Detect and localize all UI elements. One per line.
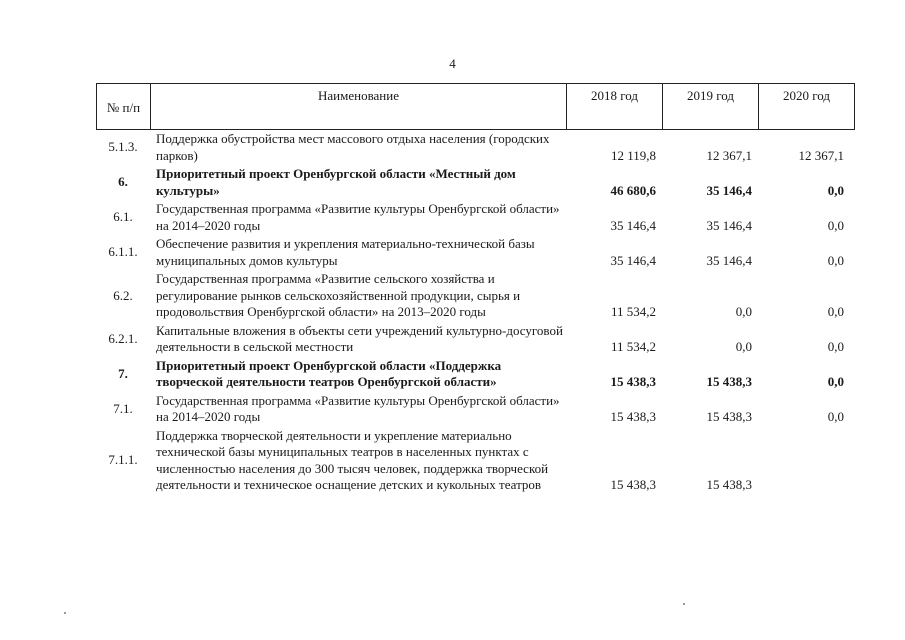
value-2019: 0,0 bbox=[735, 339, 752, 354]
budget-table bbox=[96, 129, 854, 494]
value-2020: 0,0 bbox=[827, 339, 844, 354]
scan-speck bbox=[64, 612, 66, 614]
value-2018: 35 146,4 bbox=[610, 217, 656, 233]
value-2020: 0,0 bbox=[827, 217, 844, 233]
row-number: 7. bbox=[118, 365, 128, 381]
value-2020: 0,0 bbox=[827, 304, 844, 319]
value-2018: 11 534,2 bbox=[610, 339, 656, 354]
value-2018: 12 119,8 bbox=[610, 147, 656, 163]
table-body bbox=[96, 129, 854, 494]
row-number: 7.1. bbox=[113, 400, 133, 416]
value-2018: 15 438,3 bbox=[610, 409, 656, 424]
table-row bbox=[96, 321, 854, 356]
row-name: Приоритетный проект Оренбургской области «Поддержка творческой деятельности театров Оренбургской области» bbox=[156, 357, 502, 389]
value-2019: 15 438,3 bbox=[706, 477, 752, 492]
table-row bbox=[96, 129, 854, 164]
table-row bbox=[96, 269, 854, 321]
value-2020: 0,0 bbox=[827, 409, 844, 424]
value-2019: 12 367,1 bbox=[706, 147, 752, 163]
value-2018: 46 680,6 bbox=[610, 182, 656, 198]
table-row bbox=[96, 234, 854, 269]
header-2018: 2018 год bbox=[567, 84, 663, 130]
value-2018: 15 438,3 bbox=[610, 477, 656, 492]
row-number: 6. bbox=[118, 174, 128, 190]
table-row bbox=[96, 199, 854, 234]
value-2018: 11 534,2 bbox=[610, 304, 656, 319]
row-name: Государственная программа «Развитие сельского хозяйства и регулирование рынков сельскохозяйственной продукции, сырья и продовольствия Оренбургской области» на 2013–2020 годы bbox=[156, 271, 521, 319]
row-name: Поддержка творческой деятельности и укрепление материально технической базы муниципальных театров в населенных пунктах с численностью населения до 300 тысяч человек, поддержка творческой деятельности и техническое оснащение детских и кукольных театров bbox=[156, 427, 549, 492]
header-2019: 2019 год bbox=[663, 84, 759, 130]
row-number: 6.2.1. bbox=[108, 330, 138, 346]
header-num: № п/п bbox=[97, 84, 151, 130]
row-name: Капитальные вложения в объекты сети учреждений культурно-досуговой деятельности в сельской местности bbox=[156, 322, 563, 354]
value-2019: 15 438,3 bbox=[706, 374, 752, 389]
value-2019: 35 146,4 bbox=[706, 252, 752, 268]
header-2020: 2020 год bbox=[759, 84, 855, 130]
row-number: 6.1. bbox=[113, 209, 133, 225]
table-row bbox=[96, 426, 854, 494]
value-2020: 12 367,1 bbox=[798, 147, 844, 163]
value-2020: 0,0 bbox=[827, 252, 844, 268]
row-number: 7.1.1. bbox=[108, 452, 138, 468]
value-2019: 0,0 bbox=[735, 304, 752, 319]
row-number: 6.1.1. bbox=[108, 244, 138, 260]
row-number: 6.2. bbox=[113, 287, 133, 303]
row-number: 5.1.3. bbox=[108, 139, 138, 155]
row-name: Государственная программа «Развитие культуры Оренбургской области» на 2014–2020 годы bbox=[156, 201, 560, 233]
header-name: Наименование bbox=[151, 84, 567, 130]
value-2020: 0,0 bbox=[827, 182, 844, 198]
row-name: Государственная программа «Развитие культуры Оренбургской области» на 2014–2020 годы bbox=[156, 392, 560, 424]
table-row bbox=[96, 164, 854, 199]
value-2018: 35 146,4 bbox=[610, 252, 656, 268]
value-2020: 0,0 bbox=[827, 374, 844, 389]
table-row bbox=[96, 391, 854, 426]
value-2019: 35 146,4 bbox=[706, 217, 752, 233]
table-row bbox=[96, 356, 854, 391]
row-name: Обеспечение развития и укрепления материально-технической базы муниципальных домов культуры bbox=[156, 236, 535, 268]
row-name: Приоритетный проект Оренбургской области «Местный дом культуры» bbox=[156, 166, 516, 198]
value-2018: 15 438,3 bbox=[610, 374, 656, 389]
value-2020 bbox=[758, 426, 854, 494]
row-name: Поддержка обустройства мест массового отдыха населения (городских парков) bbox=[156, 131, 550, 163]
table-header bbox=[96, 83, 855, 130]
scan-speck bbox=[683, 603, 685, 605]
page-number: 4 bbox=[449, 56, 456, 71]
value-2019: 15 438,3 bbox=[706, 409, 752, 424]
value-2019: 35 146,4 bbox=[706, 182, 752, 198]
